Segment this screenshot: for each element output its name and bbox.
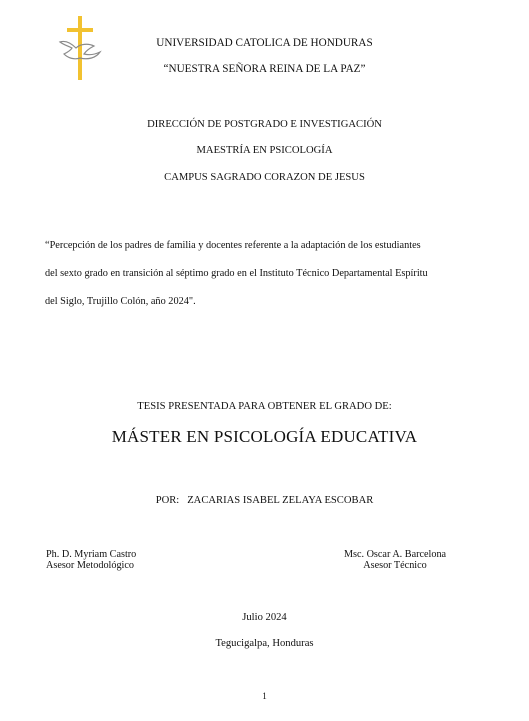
degree-title: MÁSTER EN PSICOLOGÍA EDUCATIVA <box>111 427 418 446</box>
thesis-title-line: “Percepción de los padres de familia y docentes referente a la adaptación de los estudiantes <box>45 240 421 251</box>
advisor-technical <box>310 549 480 571</box>
campus-title: CAMPUS SAGRADO CORAZON DE JESUS <box>164 172 365 183</box>
university-motto: “NUESTRA SEÑORA REINA DE LA PAZ” <box>163 63 366 75</box>
author-name: ZACARIAS ISABEL ZELAYA ESCOBAR <box>187 495 374 506</box>
advisor-methodological <box>46 549 136 571</box>
author-prefix: POR: <box>155 495 180 506</box>
thesis-place: Tegucigalpa, Honduras <box>215 638 314 649</box>
thesis-title-line: del Siglo, Trujillo Colón, año 2024". <box>45 296 196 307</box>
program-title: MAESTRÍA EN PSICOLOGÍA <box>196 145 333 156</box>
advisor-role: Asesor Técnico <box>363 560 427 571</box>
thesis-title <box>45 232 493 316</box>
direction-title: DIRECCIÓN DE POSTGRADO E INVESTIGACIÓN <box>147 119 382 130</box>
advisor-name: Msc. Oscar A. Barcelona <box>343 549 447 560</box>
advisor-name: Ph. D. Myriam Castro <box>46 549 137 560</box>
advisor-role: Asesor Metodológico <box>46 560 134 571</box>
thesis-title-line: del sexto grado en transición al séptimo grado en el Instituto Técnico Departamental Espíritu <box>45 268 428 279</box>
page-number: 1 <box>262 691 267 701</box>
presented-for-label: TESIS PRESENTADA PARA OBTENER EL GRADO DE: <box>137 401 392 412</box>
cross-horizontal-bar <box>67 28 93 32</box>
thesis-date: Julio 2024 <box>242 612 287 623</box>
university-name: UNIVERSIDAD CATOLICA DE HONDURAS <box>156 37 373 49</box>
author-line <box>0 495 529 506</box>
